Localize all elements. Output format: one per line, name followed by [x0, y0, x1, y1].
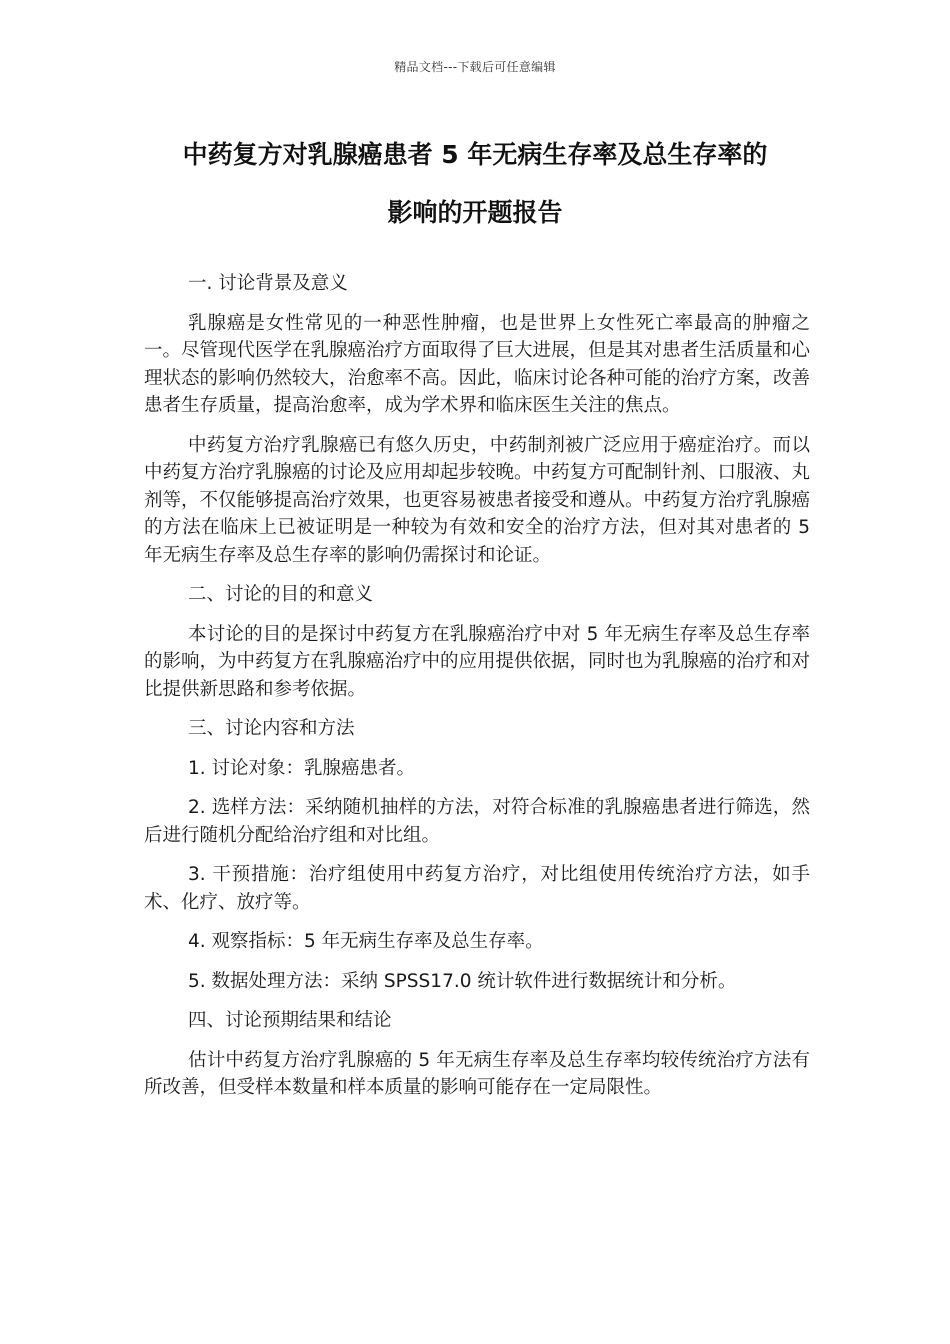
method-item-data-processing: 5. 数据处理方法：采纳 SPSS17.0 统计软件进行数据统计和分析。: [188, 970, 737, 992]
method-item-indicators: 4. 观察指标：5 年无病生存率及总生存率。: [188, 931, 544, 952]
section-heading-purpose: 二、讨论的目的和意义: [188, 584, 374, 605]
paragraph-background-2: 中药复方治疗乳腺癌已有悠久历史，中药制剂被广泛应用于癌症治疗。而以中药复方治疗乳腺癌的讨论及应用却起步较晚。中药复方可配制针剂、口服液、丸剂等，不仅能够提高治疗效果，也更容易被患者接受和遵从。中药复方治疗乳腺癌的方法在临床上已被证明是一种较为有效和安全的治疗方法，但对其对患者的 5 年无病生存率及总生存率的影响仍需探讨和论证。: [144, 434, 811, 566]
title-line-1: 中药复方对乳腺癌患者 5 年无病生存率及总生存率的: [182, 140, 768, 169]
document-body: [144, 270, 810, 1114]
header-note: 精品文档---下载后可任意编辑: [394, 60, 556, 74]
method-item-subjects: 1. 讨论对象：乳腺癌患者。: [188, 757, 416, 779]
method-item-sampling: 2. 选样方法：采纳随机抽样的方法，对符合标准的乳腺癌患者进行筛选，然后进行随机分配给治疗组和对比组。: [144, 797, 810, 846]
paragraph-purpose: 本讨论的目的是探讨中药复方在乳腺癌治疗中对 5 年无病生存率及总生存率的影响，为中药复方在乳腺癌治疗中的应用提供依据，同时也为乳腺癌的治疗和对比提供新思路和参考依据。: [144, 623, 811, 700]
paragraph-expected-results: 估计中药复方治疗乳腺癌的 5 年无病生存率及总生存率均较传统治疗方法有所改善，但受样本数量和样本质量的影响可能存在一定局限性。: [144, 1049, 810, 1098]
method-item-intervention: 3. 干预措施：治疗组使用中药复方治疗，对比组使用传统治疗方法，如手术、化疗、放疗等。: [144, 864, 810, 913]
title-line-2: 影响的开题报告: [387, 198, 563, 227]
section-heading-background: 一. 讨论背景及意义: [188, 273, 348, 294]
section-heading-methods: 三、讨论内容和方法: [188, 718, 355, 739]
document-title: [120, 126, 830, 242]
section-heading-expected-results: 四、讨论预期结果和结论: [188, 1010, 392, 1031]
paragraph-background-1: 乳腺癌是女性常见的一种恶性肿瘤，也是世界上女性死亡率最高的肿瘤之一。尽管现代医学在乳腺癌治疗方面取得了巨大进展，但是其对患者生活质量和心理状态的影响仍然较大，治愈率不高。因此，临床讨论各种可能的治疗方案，改善患者生存质量，提高治愈率，成为学术界和临床医生关注的焦点。: [144, 312, 811, 416]
